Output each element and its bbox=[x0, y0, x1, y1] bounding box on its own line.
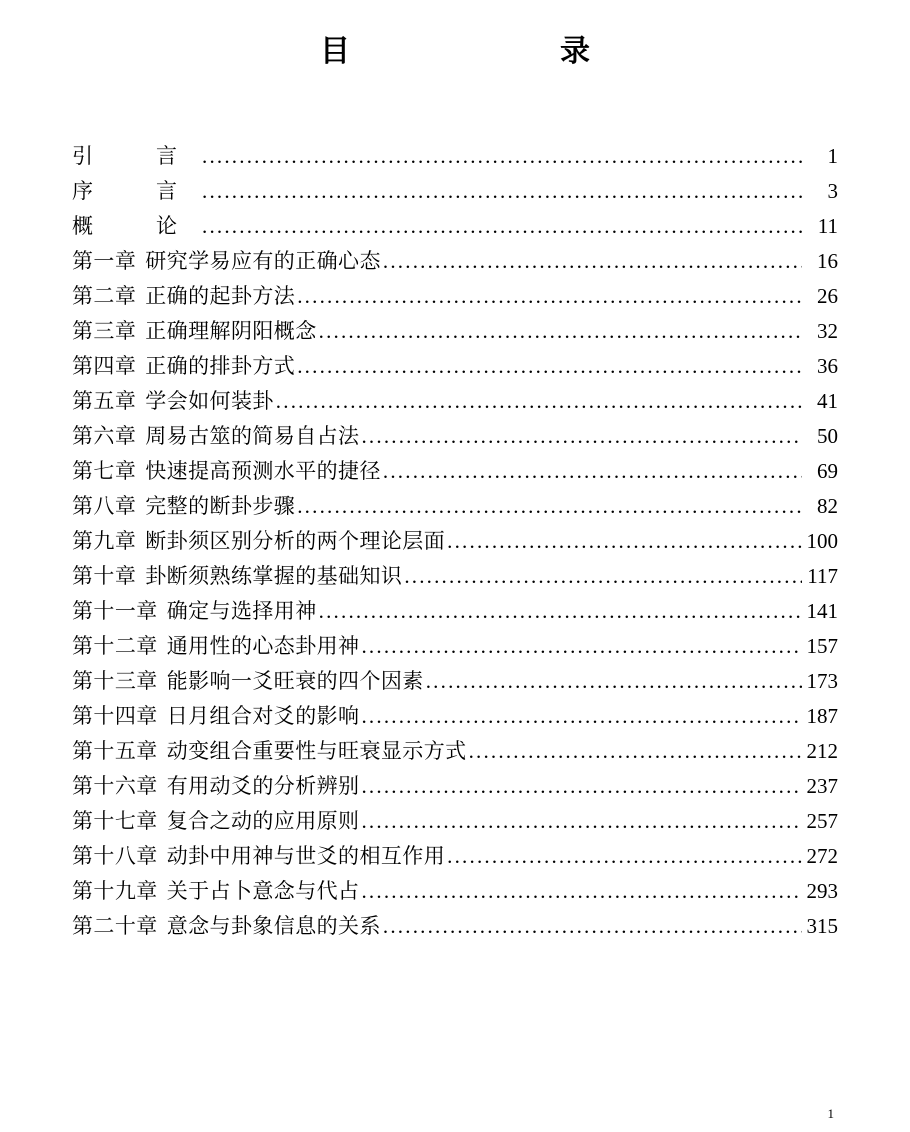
toc-entry-label bbox=[72, 776, 359, 797]
toc-entry-title: 周易古筮的简易自占法 bbox=[145, 424, 360, 448]
toc-entry-label bbox=[72, 181, 200, 202]
toc-entry-chapter-14[interactable] bbox=[72, 706, 838, 727]
toc-entry-number: 第二十章 bbox=[72, 914, 158, 938]
toc-entry-chapter-9[interactable] bbox=[72, 531, 838, 552]
toc-entry-chapter-18[interactable] bbox=[72, 846, 838, 867]
toc-entry-page: 11 bbox=[817, 214, 838, 238]
toc-leader-dots bbox=[361, 881, 802, 902]
toc-entry-page: 141 bbox=[806, 599, 838, 623]
toc-entry-label bbox=[72, 461, 381, 482]
toc-entry-number: 第四章 bbox=[72, 354, 137, 378]
toc-leader-dots bbox=[319, 601, 802, 622]
toc-entry-page: 100 bbox=[806, 529, 838, 553]
toc-entry-number: 第九章 bbox=[72, 529, 137, 553]
toc-entry-front-1[interactable] bbox=[72, 181, 838, 202]
toc-entry-chapter-8[interactable] bbox=[72, 496, 838, 517]
toc-entry-page: 257 bbox=[806, 809, 838, 833]
toc-leader-dots bbox=[404, 566, 802, 587]
toc-entry-label bbox=[72, 566, 402, 587]
toc-entry-chapter-13[interactable] bbox=[72, 671, 838, 692]
toc-entry-page: 50 bbox=[817, 424, 838, 448]
toc-entry-number: 第八章 bbox=[72, 494, 137, 518]
toc-entry-title: 意念与卦象信息的关系 bbox=[166, 914, 381, 938]
toc-entry-title: 卦断须熟练掌握的基础知识 bbox=[145, 564, 403, 588]
toc-entry-label bbox=[72, 881, 359, 902]
toc-entry-title: 动卦中用神与世爻的相互作用 bbox=[166, 844, 446, 868]
toc-entry-title: 学会如何装卦 bbox=[145, 389, 274, 413]
toc-entry-chapter-3[interactable] bbox=[72, 321, 838, 342]
toc-leader-dots bbox=[361, 706, 802, 727]
toc-leader-dots bbox=[319, 321, 802, 342]
toc-entry-page: 82 bbox=[817, 494, 838, 518]
toc-entry-title: 能影响一爻旺衰的四个因素 bbox=[166, 669, 424, 693]
toc-entry-chapter-4[interactable] bbox=[72, 356, 838, 377]
toc-entry-page: 32 bbox=[817, 319, 838, 343]
toc-entry-title: 通用性的心态卦用神 bbox=[166, 634, 360, 658]
toc-entry-page: 3 bbox=[827, 179, 838, 203]
toc-entry-chapter-11[interactable] bbox=[72, 601, 838, 622]
toc-entry-page: 315 bbox=[806, 914, 838, 938]
toc-entry-label bbox=[72, 216, 200, 237]
toc-entry-label bbox=[72, 601, 317, 622]
toc-entry-char1: 概 bbox=[72, 214, 93, 238]
toc-entry-chapter-19[interactable] bbox=[72, 881, 838, 902]
toc-entry-number: 第三章 bbox=[72, 319, 137, 343]
toc-entry-title: 快速提高预测水平的捷径 bbox=[145, 459, 381, 483]
toc-leader-dots bbox=[361, 636, 802, 657]
toc-entry-number: 第十九章 bbox=[72, 879, 158, 903]
toc-leader-dots bbox=[447, 846, 802, 867]
toc-entry-label bbox=[72, 496, 295, 517]
toc-entry-chapter-7[interactable] bbox=[72, 461, 838, 482]
toc-entry-front-0[interactable] bbox=[72, 146, 838, 167]
toc-entry-page: 293 bbox=[806, 879, 838, 903]
toc-entry-label bbox=[72, 321, 317, 342]
toc-leader-dots bbox=[361, 426, 802, 447]
toc-entry-char2: 言 bbox=[156, 144, 177, 168]
toc-leader-dots bbox=[361, 776, 802, 797]
toc-entry-title: 有用动爻的分析辨别 bbox=[166, 774, 360, 798]
toc-entry-label bbox=[72, 286, 295, 307]
toc-entry-number: 第十章 bbox=[72, 564, 137, 588]
toc-entry-chapter-15[interactable] bbox=[72, 741, 838, 762]
toc-entry-page: 41 bbox=[817, 389, 838, 413]
toc-entry-title: 完整的断卦步骤 bbox=[145, 494, 296, 518]
toc-entry-page: 26 bbox=[817, 284, 838, 308]
toc-entry-title: 确定与选择用神 bbox=[166, 599, 317, 623]
toc-entry-chapter-20[interactable] bbox=[72, 916, 838, 937]
toc-entry-label bbox=[72, 671, 424, 692]
toc-entry-number: 第七章 bbox=[72, 459, 137, 483]
page-footer-number: 1 bbox=[827, 1106, 834, 1121]
toc-leader-dots bbox=[426, 671, 802, 692]
toc-entry-chapter-16[interactable] bbox=[72, 776, 838, 797]
toc-leader-dots bbox=[297, 356, 802, 377]
toc-entry-label bbox=[72, 846, 445, 867]
toc-entry-title: 断卦须区别分析的两个理论层面 bbox=[145, 529, 446, 553]
toc-leader-dots bbox=[469, 741, 802, 762]
toc-entry-page: 16 bbox=[817, 249, 838, 273]
toc-entry-page: 1 bbox=[827, 144, 838, 168]
toc-entry-front-2[interactable] bbox=[72, 216, 838, 237]
toc-leader-dots bbox=[447, 531, 802, 552]
toc-entry-label bbox=[72, 146, 200, 167]
toc-leader-dots bbox=[202, 216, 802, 237]
toc-leader-dots bbox=[297, 496, 802, 517]
toc-entry-number: 第十六章 bbox=[72, 774, 158, 798]
toc-entry-chapter-6[interactable] bbox=[72, 426, 838, 447]
toc-entry-number: 第十二章 bbox=[72, 634, 158, 658]
toc-entry-char1: 序 bbox=[72, 179, 93, 203]
toc-entry-chapter-2[interactable] bbox=[72, 286, 838, 307]
toc-entry-number: 第十四章 bbox=[72, 704, 158, 728]
toc-entry-page: 157 bbox=[806, 634, 838, 658]
toc-entry-title: 日月组合对爻的影响 bbox=[166, 704, 360, 728]
toc-entry-page: 237 bbox=[806, 774, 838, 798]
toc-leader-dots bbox=[383, 461, 802, 482]
toc-leader-dots bbox=[202, 181, 802, 202]
toc-entry-chapter-10[interactable] bbox=[72, 566, 838, 587]
toc-entry-number: 第六章 bbox=[72, 424, 137, 448]
toc-entry-number: 第十五章 bbox=[72, 739, 158, 763]
page-title: 目 录 bbox=[320, 35, 608, 68]
toc-entry-number: 第十三章 bbox=[72, 669, 158, 693]
toc-entry-chapter-1[interactable] bbox=[72, 251, 838, 272]
toc-entry-title: 动变组合重要性与旺衰显示方式 bbox=[166, 739, 467, 763]
toc-entry-title: 复合之动的应用原则 bbox=[166, 809, 360, 833]
toc-entry-chapter-12[interactable] bbox=[72, 636, 838, 657]
toc-entry-char1: 引 bbox=[72, 144, 93, 168]
toc-entry-chapter-17[interactable] bbox=[72, 811, 838, 832]
toc-entry-label bbox=[72, 811, 359, 832]
toc-entry-label bbox=[72, 706, 359, 727]
toc-entry-char2: 言 bbox=[156, 179, 177, 203]
toc-entry-number: 第十一章 bbox=[72, 599, 158, 623]
toc-entry-title: 正确理解阴阳概念 bbox=[145, 319, 317, 343]
toc-entry-label bbox=[72, 636, 359, 657]
toc-entry-chapter-5[interactable] bbox=[72, 391, 838, 412]
toc-list bbox=[72, 146, 838, 937]
toc-leader-dots bbox=[202, 146, 802, 167]
toc-entry-label bbox=[72, 391, 274, 412]
toc-entry-page: 117 bbox=[807, 564, 838, 588]
toc-leader-dots bbox=[297, 286, 802, 307]
toc-entry-label bbox=[72, 251, 381, 272]
toc-entry-label bbox=[72, 741, 467, 762]
toc-leader-dots bbox=[383, 916, 802, 937]
toc-entry-number: 第一章 bbox=[72, 249, 137, 273]
toc-entry-label bbox=[72, 356, 295, 377]
toc-entry-page: 187 bbox=[806, 704, 838, 728]
toc-entry-title: 关于占卜意念与代占 bbox=[166, 879, 360, 903]
toc-entry-title: 正确的排卦方式 bbox=[145, 354, 296, 378]
toc-leader-dots bbox=[361, 811, 802, 832]
toc-leader-dots bbox=[383, 251, 802, 272]
toc-entry-title: 正确的起卦方法 bbox=[145, 284, 296, 308]
toc-entry-number: 第十七章 bbox=[72, 809, 158, 833]
toc-entry-page: 36 bbox=[817, 354, 838, 378]
toc-entry-number: 第十八章 bbox=[72, 844, 158, 868]
toc-entry-page: 272 bbox=[806, 844, 838, 868]
toc-entry-number: 第五章 bbox=[72, 389, 137, 413]
toc-entry-char2: 论 bbox=[156, 214, 177, 238]
toc-entry-page: 173 bbox=[806, 669, 838, 693]
toc-entry-label bbox=[72, 531, 445, 552]
toc-entry-number: 第二章 bbox=[72, 284, 137, 308]
toc-entry-page: 212 bbox=[806, 739, 838, 763]
toc-entry-label bbox=[72, 426, 359, 447]
toc-leader-dots bbox=[276, 391, 802, 412]
toc-entry-title: 研究学易应有的正确心态 bbox=[145, 249, 381, 273]
toc-entry-page: 69 bbox=[817, 459, 838, 483]
toc-entry-label bbox=[72, 916, 381, 937]
